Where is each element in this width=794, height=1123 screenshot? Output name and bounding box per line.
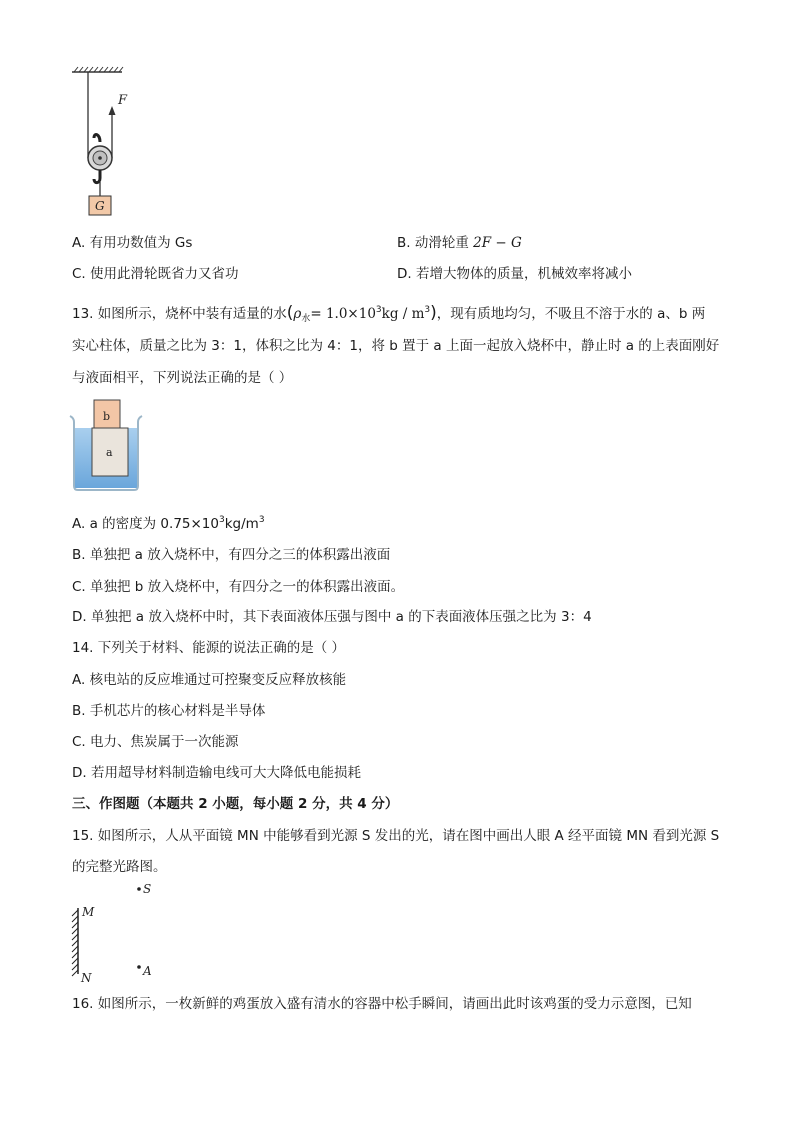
q12-option-b-text: B. 动滑轮重: [397, 235, 474, 251]
label-m: M: [82, 905, 95, 919]
q13-option-b: B. 单独把 a 放入烧杯中，有四分之三的体积露出液面: [72, 547, 391, 563]
q15-stem-line1: 15. 如图所示，人从平面镜 MN 中能够看到光源 S 发出的光，请在图中画出人眼 A 经平面镜 MN 看到光源 S: [72, 828, 720, 844]
q13-formula-close: ): [430, 303, 437, 323]
q13-formula-unit: kg / m: [381, 306, 425, 322]
pulley-figure: [60, 62, 150, 222]
q12-option-c: C. 使用此滑轮既省力又省功: [72, 266, 239, 282]
mirror-figure: [66, 880, 166, 986]
q13-formula-eq: = 1.0×10: [310, 306, 376, 322]
light-source-point: [137, 887, 141, 891]
q13-stem-after: ，现有质地均匀，不吸且不溶于水的 a、b 两: [436, 306, 706, 322]
q12-option-b: [397, 233, 522, 253]
q14-stem: 14. 下列关于材料、能源的说法正确的是（ ）: [72, 640, 346, 656]
q13-formula-unit-exp: 3: [424, 305, 431, 315]
q14-option-d: D. 若用超导材料制造输电线可大大降低电能损耗: [72, 765, 361, 781]
q13-option-c: C. 单独把 b 放入烧杯中，有四分之一的体积露出液面。: [72, 579, 405, 595]
q13-option-d: D. 单独把 a 放入烧杯中时，其下表面液体压强与图中 a 的下表面液体压强之比为 3：4: [72, 609, 592, 625]
q14-option-c: C. 电力、焦炭属于一次能源: [72, 734, 239, 750]
q16-stem-line1: 16. 如图所示，一枚新鲜的鸡蛋放入盛有清水的容器中松手瞬间，请画出此时该鸡蛋的受力示意图，已知: [72, 996, 692, 1012]
q13-stem-line1: [72, 300, 705, 329]
q15-stem-line2: 的完整光路图。: [72, 859, 167, 875]
q13-density-formula: (: [286, 303, 294, 323]
q13-stem-line3: 与液面相平，下列说法正确的是（ ）: [72, 370, 293, 386]
section-heading: 三、作图题（本题共 2 小题，每小题 2 分，共 4 分）: [72, 796, 399, 812]
q13-formula-exp: 3: [375, 305, 382, 315]
q13-rho-sub: 水: [301, 314, 311, 324]
q13-rho: ρ: [293, 306, 302, 322]
label-n: N: [81, 971, 92, 985]
q13-option-a: [72, 510, 265, 534]
block-b-label: b: [103, 410, 111, 423]
q13-option-a-unit-exp: 3: [258, 515, 265, 525]
beaker-figure: [66, 398, 146, 492]
block-a-label: a: [106, 446, 113, 459]
eye-point: [137, 965, 141, 969]
q13-stem-line2: 实心柱体，质量之比为 3：1，体积之比为 4：1，将 b 置于 a 上面一起放入烧杯中，静止时 a 的上表面刚好: [72, 338, 720, 354]
q12-option-a: A. 有用功数值为 Gs: [72, 235, 193, 251]
q13-option-a-unit: kg/m: [224, 516, 259, 532]
q14-option-b: B. 手机芯片的核心材料是半导体: [72, 703, 266, 719]
q12-option-d: D. 若增大物体的质量，机械效率将减小: [397, 266, 632, 282]
q13-stem-before: 13. 如图所示，烧杯中装有适量的水: [72, 306, 287, 322]
q12-option-b-math: 2F − G: [473, 235, 522, 251]
q13-option-a-exp: 3: [218, 515, 225, 525]
force-label: F: [118, 93, 128, 108]
label-a: A: [143, 964, 152, 978]
q13-option-a-text: A. a 的密度为 0.75×10: [72, 516, 219, 532]
label-s: S: [143, 882, 152, 896]
q14-option-a: A. 核电站的反应堆通过可控聚变反应释放核能: [72, 672, 347, 688]
weight-label: G: [95, 199, 105, 213]
